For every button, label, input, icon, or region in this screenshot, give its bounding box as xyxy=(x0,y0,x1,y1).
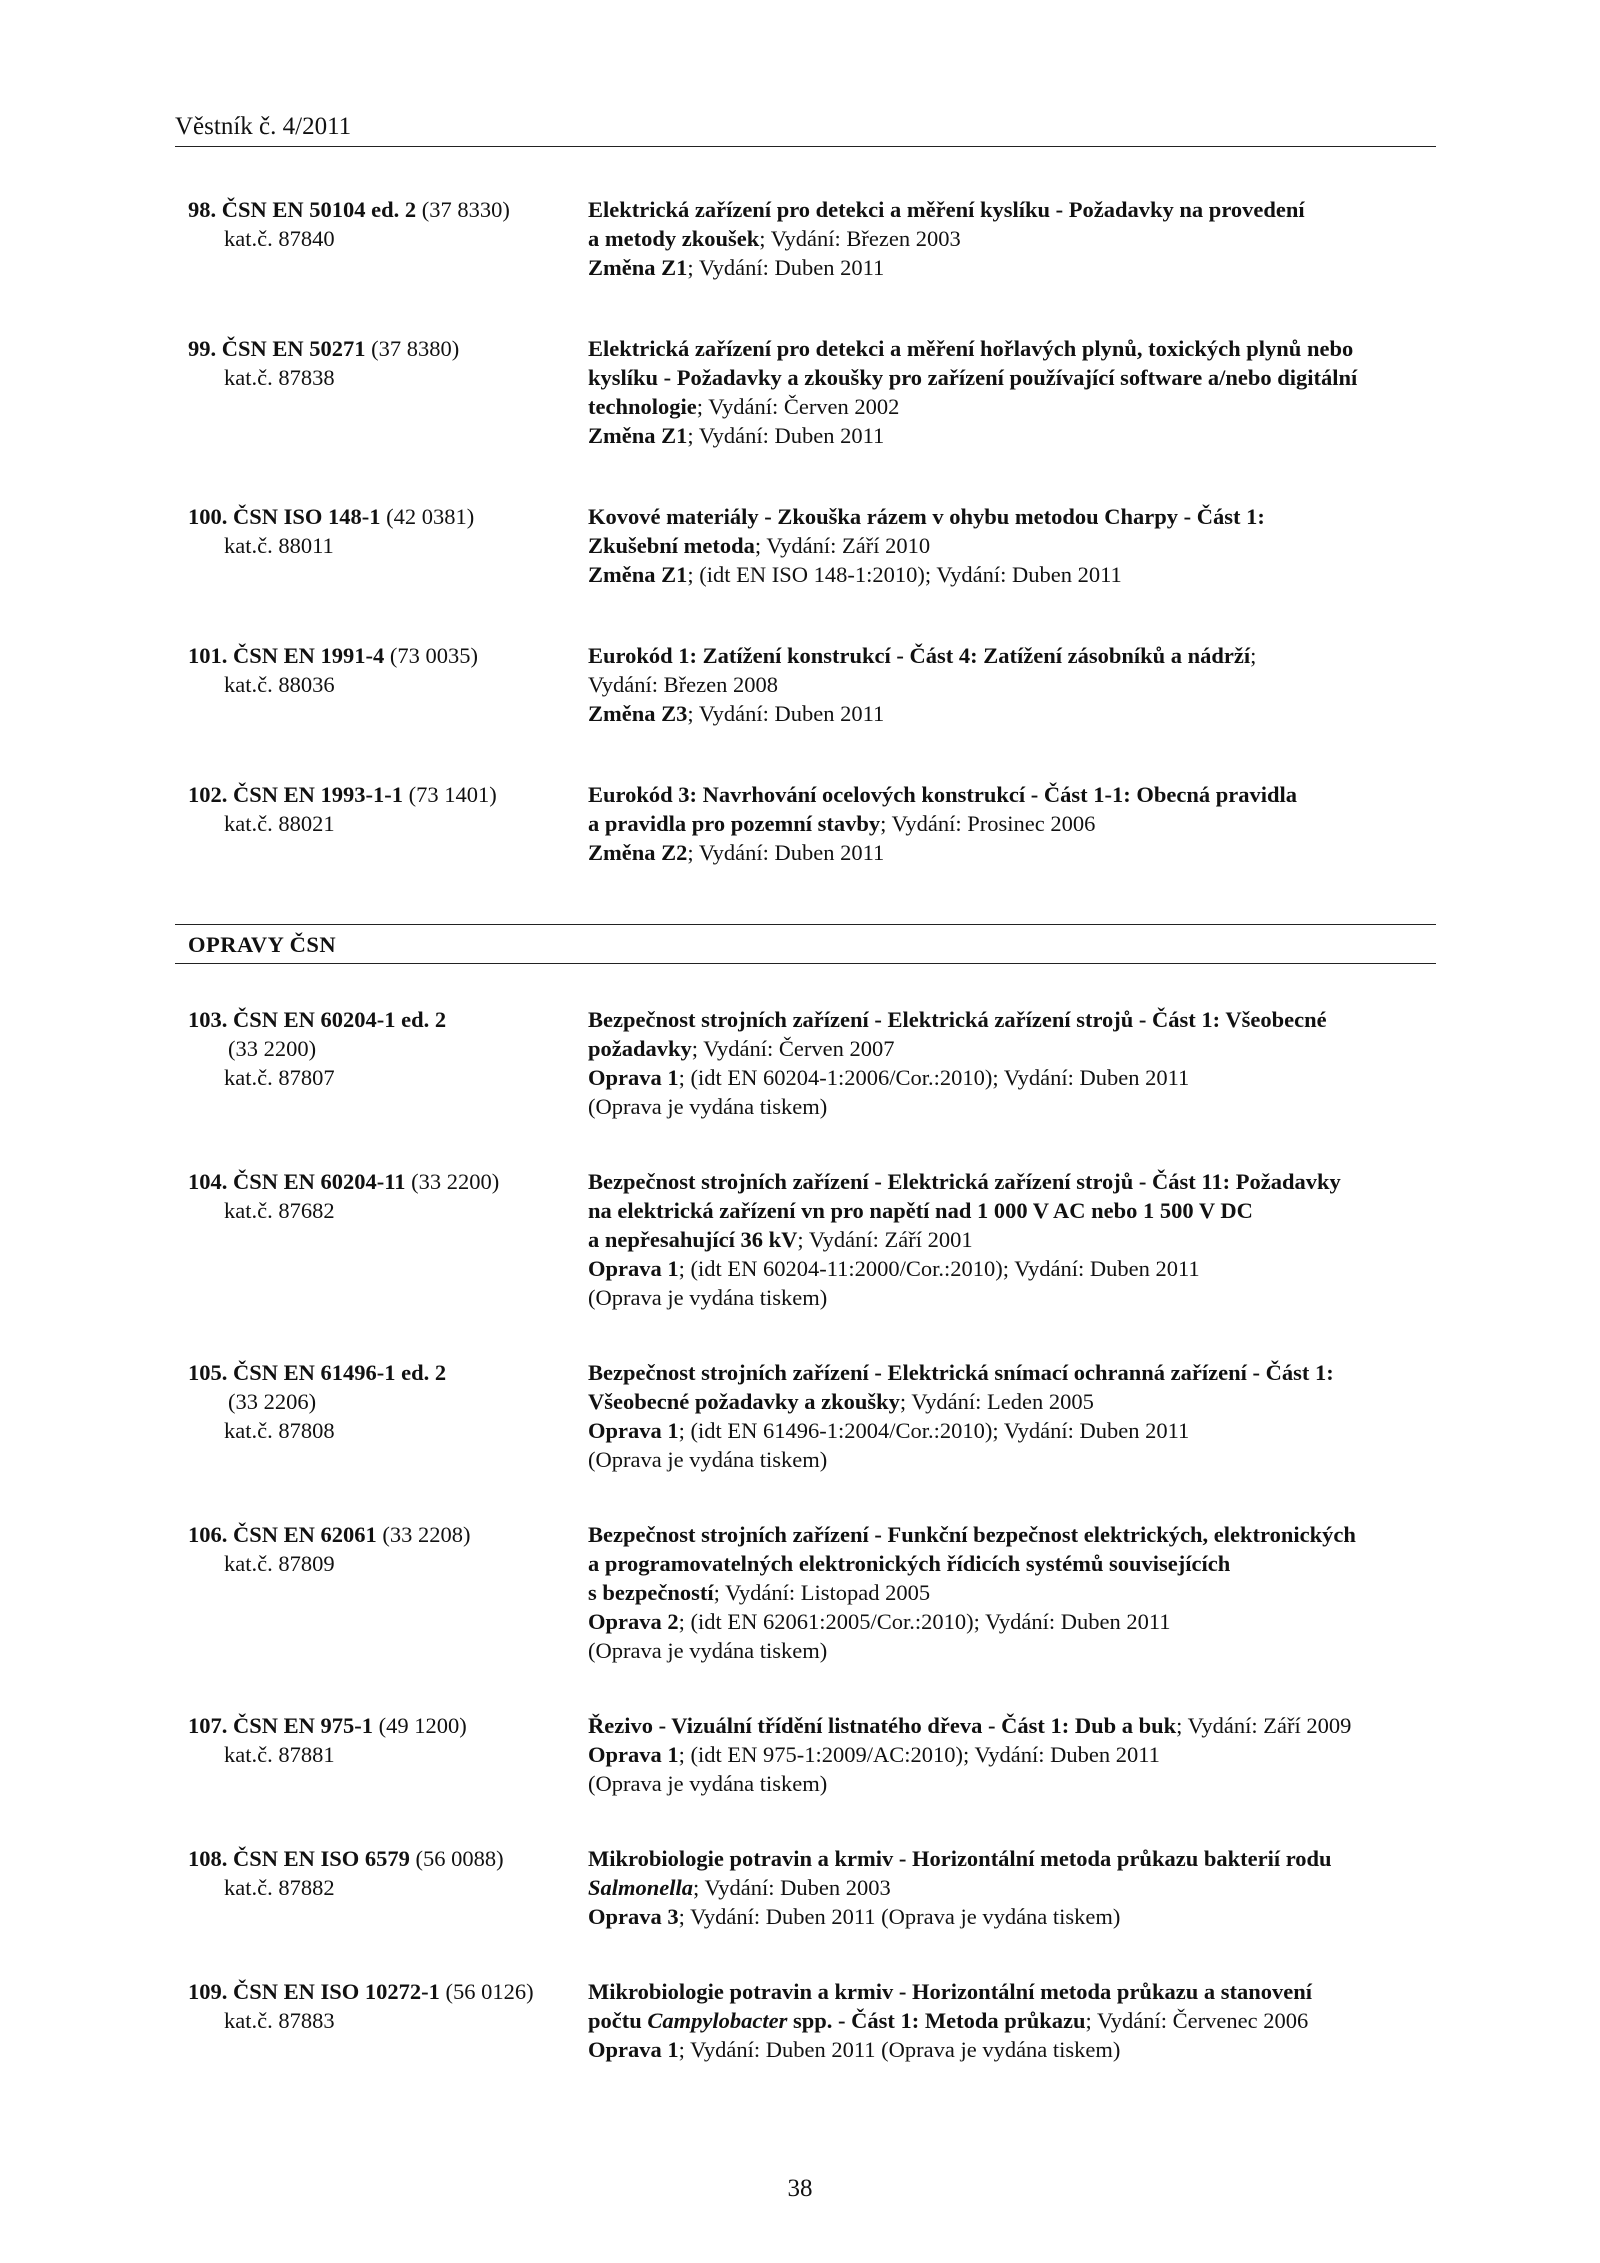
page-footer xyxy=(0,2175,1600,2203)
list-item xyxy=(188,1167,1438,1312)
standard-id: 104. ČSN EN 60204-11 (33 2200) kat.č. 87682 xyxy=(188,1169,500,1223)
standard-id: 101. ČSN EN 1991-4 (73 0035) kat.č. 88036 xyxy=(188,643,479,697)
list-item xyxy=(188,502,1438,589)
standard-description: Mikrobiologie potravin a krmiv - Horizontální metoda průkazu a stanovení počtu Campylobacter spp. - Část 1: Metoda průkazu; Vydání: Červenec 2006 Oprava 1; Vydání: Duben 2011 (Oprava je vydána tiskem) xyxy=(588,1979,1312,2062)
standard-description: Kovové materiály - Zkouška rázem v ohybu metodou Charpy - Část 1: Zkušební metoda; Vydání: Září 2010 Změna Z1; (idt EN ISO 148-1:2010); Vydání: Duben 2011 xyxy=(588,504,1265,587)
journal-title: Věstník č. 4/2011 xyxy=(175,113,352,140)
standard-description: Řezivo - Vizuální třídění listnatého dřeva - Část 1: Dub a buk; Vydání: Září 2009 Oprava 1; (idt EN 975-1:2009/AC:2010); Vydání: Duben 2011 (Oprava je vydána tiskem) xyxy=(588,1713,1352,1796)
list-item xyxy=(188,1844,1438,1931)
page-number: 38 xyxy=(787,2175,813,2202)
standard-id: 105. ČSN EN 61496-1 ed. 2 (33 2206) kat.č. 87808 xyxy=(188,1360,447,1443)
list-item xyxy=(188,780,1438,867)
standard-description: Bezpečnost strojních zařízení - Elektrická snímací ochranná zařízení - Část 1: Všeobecné požadavky a zkoušky; Vydání: Leden 2005 Oprava 1; (idt EN 61496-1:2004/Cor.:2010); Vydání: Duben 2011 (Oprava je vydána tiskem) xyxy=(588,1360,1334,1472)
list-item xyxy=(188,1520,1438,1665)
list-item xyxy=(188,1977,1438,2064)
section-heading xyxy=(175,924,1436,964)
list-item xyxy=(188,195,1438,282)
standard-description: Elektrická zařízení pro detekci a měření hořlavých plynů, toxických plynů nebo kyslíku - Požadavky a zkoušky pro zařízení používající software a/nebo digitální technologie; Vydání: Červen 2002 Změna Z1; Vydání: Duben 2011 xyxy=(588,336,1358,448)
page-header xyxy=(175,110,1436,147)
corrections-list xyxy=(188,1005,1438,2064)
standard-description: Bezpečnost strojních zařízení - Funkční bezpečnost elektrických, elektronických a programovatelných elektronických řídicích systémů souvisejících s bezpečností; Vydání: Listopad 2005 Oprava 2; (idt EN 62061:2005/Cor.:2010); Vydání: Duben 2011 (Oprava je vydána tiskem) xyxy=(588,1522,1356,1663)
standard-id: 108. ČSN EN ISO 6579 (56 0088) kat.č. 87882 xyxy=(188,1846,504,1900)
standard-id: 98. ČSN EN 50104 ed. 2 (37 8330) kat.č. 87840 xyxy=(188,197,510,251)
list-item xyxy=(188,1711,1438,1798)
list-item xyxy=(188,1005,1438,1121)
list-item xyxy=(188,1358,1438,1474)
standard-id: 103. ČSN EN 60204-1 ed. 2 (33 2200) kat.č. 87807 xyxy=(188,1007,447,1090)
standard-id: 107. ČSN EN 975-1 (49 1200) kat.č. 87881 xyxy=(188,1713,467,1767)
standard-description: Bezpečnost strojních zařízení - Elektrická zařízení strojů - Část 1: Všeobecné požadavky; Vydání: Červen 2007 Oprava 1; (idt EN 60204-1:2006/Cor.:2010); Vydání: Duben 2011 (Oprava je vydána tiskem) xyxy=(588,1007,1327,1119)
standard-description: Eurokód 3: Navrhování ocelových konstrukcí - Část 1-1: Obecná pravidla a pravidla pro pozemní stavby; Vydání: Prosinec 2006 Změna Z2; Vydání: Duben 2011 xyxy=(588,782,1298,865)
standard-id: 109. ČSN EN ISO 10272-1 (56 0126) kat.č. 87883 xyxy=(188,1979,534,2033)
standard-id: 99. ČSN EN 50271 (37 8380) kat.č. 87838 xyxy=(188,336,460,390)
standard-id: 100. ČSN ISO 148-1 (42 0381) kat.č. 88011 xyxy=(188,504,475,558)
changes-list xyxy=(188,195,1438,867)
standard-description: Bezpečnost strojních zařízení - Elektrická zařízení strojů - Část 11: Požadavky na elektrická zařízení vn pro napětí nad 1 000 V AC nebo 1 500 V DC a nepřesahující 36 kV; Vydání: Září 2001 Oprava 1; (idt EN 60204-11:2000/Cor.:2010); Vydání: Duben 2011 (Oprava je vydána tiskem) xyxy=(588,1169,1341,1310)
standard-description: Eurokód 1: Zatížení konstrukcí - Část 4: Zatížení zásobníků a nádrží; Vydání: Březen 2008 Změna Z3; Vydání: Duben 2011 xyxy=(588,643,1257,726)
standard-id: 106. ČSN EN 62061 (33 2208) kat.č. 87809 xyxy=(188,1522,471,1576)
list-item xyxy=(188,334,1438,450)
standard-id: 102. ČSN EN 1993-1-1 (73 1401) kat.č. 88021 xyxy=(188,782,497,836)
section-heading-label: OPRAVY ČSN xyxy=(188,932,337,957)
standard-description: Mikrobiologie potravin a krmiv - Horizontální metoda průkazu bakterií rodu Salmonella; Vydání: Duben 2003 Oprava 3; Vydání: Duben 2011 (Oprava je vydána tiskem) xyxy=(588,1846,1332,1929)
standard-description: Elektrická zařízení pro detekci a měření kyslíku - Požadavky na provedení a metody zkoušek; Vydání: Březen 2003 Změna Z1; Vydání: Duben 2011 xyxy=(588,197,1305,280)
list-item xyxy=(188,641,1438,728)
